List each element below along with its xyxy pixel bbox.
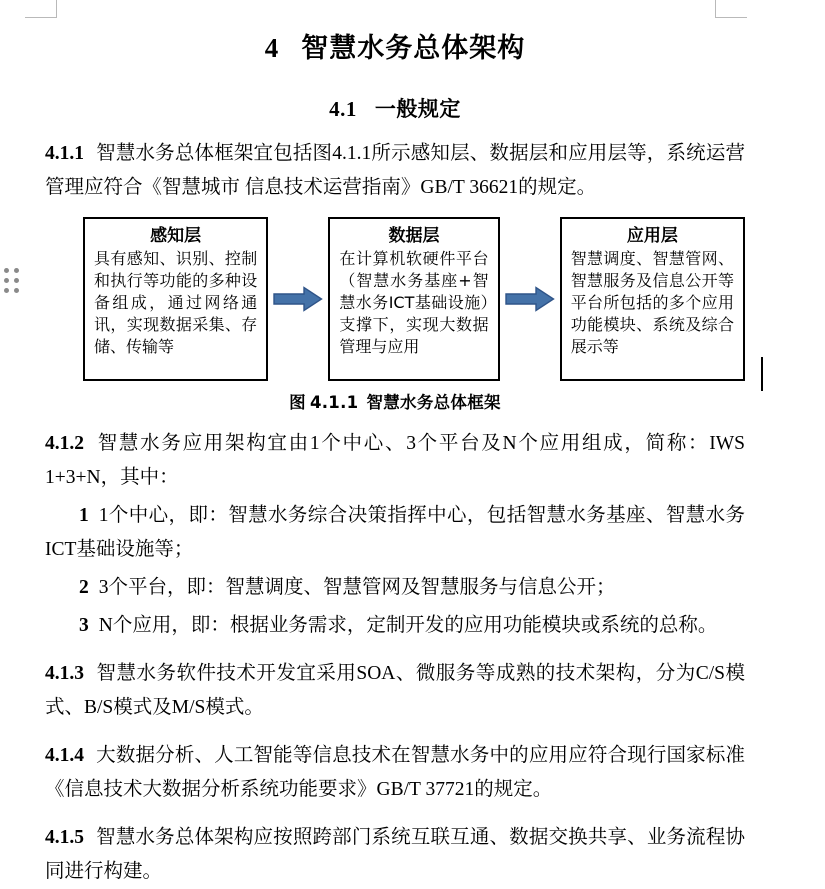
figure-4-1-1 (45, 217, 745, 413)
list-item-number: 3 (79, 615, 89, 636)
handle-dot (14, 288, 19, 293)
box-title: 应用层 (626, 226, 678, 246)
figure-diagram (45, 217, 745, 381)
box-title: 感知层 (150, 226, 202, 246)
clause-number: 4.1.5 (45, 827, 84, 848)
clause-text: 智慧水务软件技术开发宜采用SOA、微服务等成熟的技术架构，分为C/S模式、B/S模式及M/S模式。 (45, 663, 745, 718)
box-body: 在计算机软硬件平台（智慧水务基座+智慧水务ICT基础设施）支撑下，实现大数据管理与应用 (339, 249, 489, 356)
clause-number: 4.1.2 (45, 433, 84, 454)
clause-number: 4.1.3 (45, 663, 84, 684)
crop-mark-vertical-line (715, 0, 716, 18)
figure-caption-label: 图 (289, 393, 306, 412)
diagram-box-perception-layer (83, 217, 268, 381)
list-item-text: 1个中心，即：智慧水务综合决策指挥中心，包括智慧水务基座、智慧水务ICT基础设施等； (45, 505, 745, 560)
figure-caption (45, 389, 745, 413)
list-item-text: 3个平台，即：智慧调度、智慧管网及智慧服务与信息公开； (98, 577, 616, 598)
list-item-number: 1 (79, 505, 89, 526)
box-title: 数据层 (388, 226, 440, 246)
clause-number: 4.1.4 (45, 745, 84, 766)
clause-text: 智慧水务总体框架宜包括图4.1.1所示感知层、数据层和应用层等，系统运营管理应符合《智慧城市 信息技术运营指南》GB/T 36621的规定。 (45, 143, 745, 198)
chapter-number: 4 (264, 33, 280, 63)
handle-dot (14, 278, 19, 283)
clause-number: 4.1.1 (45, 143, 84, 164)
clause-4-1-2 (45, 427, 745, 495)
clause-4-1-5 (45, 821, 745, 889)
handle-dot (4, 278, 9, 283)
section-number: 4.1 (329, 97, 357, 121)
figure-caption-title: 智慧水务总体框架 (366, 393, 501, 412)
list-item (45, 571, 745, 605)
clause-4-1-4 (45, 739, 745, 807)
document-content (45, 18, 745, 889)
figure-caption-number: 4.1.1 (309, 393, 359, 412)
list-item (45, 499, 745, 567)
list-item (45, 609, 745, 643)
crop-mark-top-left (25, 0, 57, 18)
clause-4-1-1 (45, 137, 745, 205)
clause-4-1-3 (45, 657, 745, 725)
section-heading (45, 93, 745, 123)
drag-handle-dots-icon[interactable] (4, 268, 19, 293)
list-item-text: N个应用，即：根据业务需求，定制开发的应用功能模块或系统的总称。 (98, 615, 718, 636)
chapter-heading (45, 26, 745, 65)
clause-text: 智慧水务总体架构应按照跨部门系统互联互通、数据交换共享、业务流程协同进行构建。 (45, 827, 745, 882)
section-title: 一般规定 (374, 97, 461, 121)
text-cursor (761, 357, 763, 391)
clause-text: 大数据分析、人工智能等信息技术在智慧水务中的应用应符合现行国家标准《信息技术大数据分析系统功能要求》GB/T 37721的规定。 (45, 745, 745, 800)
diagram-box-application-layer (560, 217, 745, 381)
handle-dot (14, 268, 19, 273)
crop-mark-vertical-line (56, 0, 57, 18)
crop-mark-top-right (715, 0, 747, 18)
box-body: 具有感知、识别、控制和执行等功能的多种设备组成，通过网络通讯，实现数据采集、存储、传输等 (94, 249, 258, 356)
clause-text: 智慧水务应用架构宜由1个中心、3个平台及N个应用组成，简称：IWS 1+3+N，其中： (45, 433, 745, 488)
diagram-box-data-layer (328, 217, 499, 381)
arrow-right-icon (500, 279, 560, 319)
handle-dot (4, 268, 9, 273)
list-item-number: 2 (79, 577, 89, 598)
arrow-right-icon (268, 279, 328, 319)
box-body: 智慧调度、智慧管网、智慧服务及信息公开等平台所包括的多个应用功能模块、系统及综合展示等 (570, 249, 734, 356)
chapter-title: 智慧水务总体架构 (301, 33, 526, 63)
handle-dot (4, 288, 9, 293)
